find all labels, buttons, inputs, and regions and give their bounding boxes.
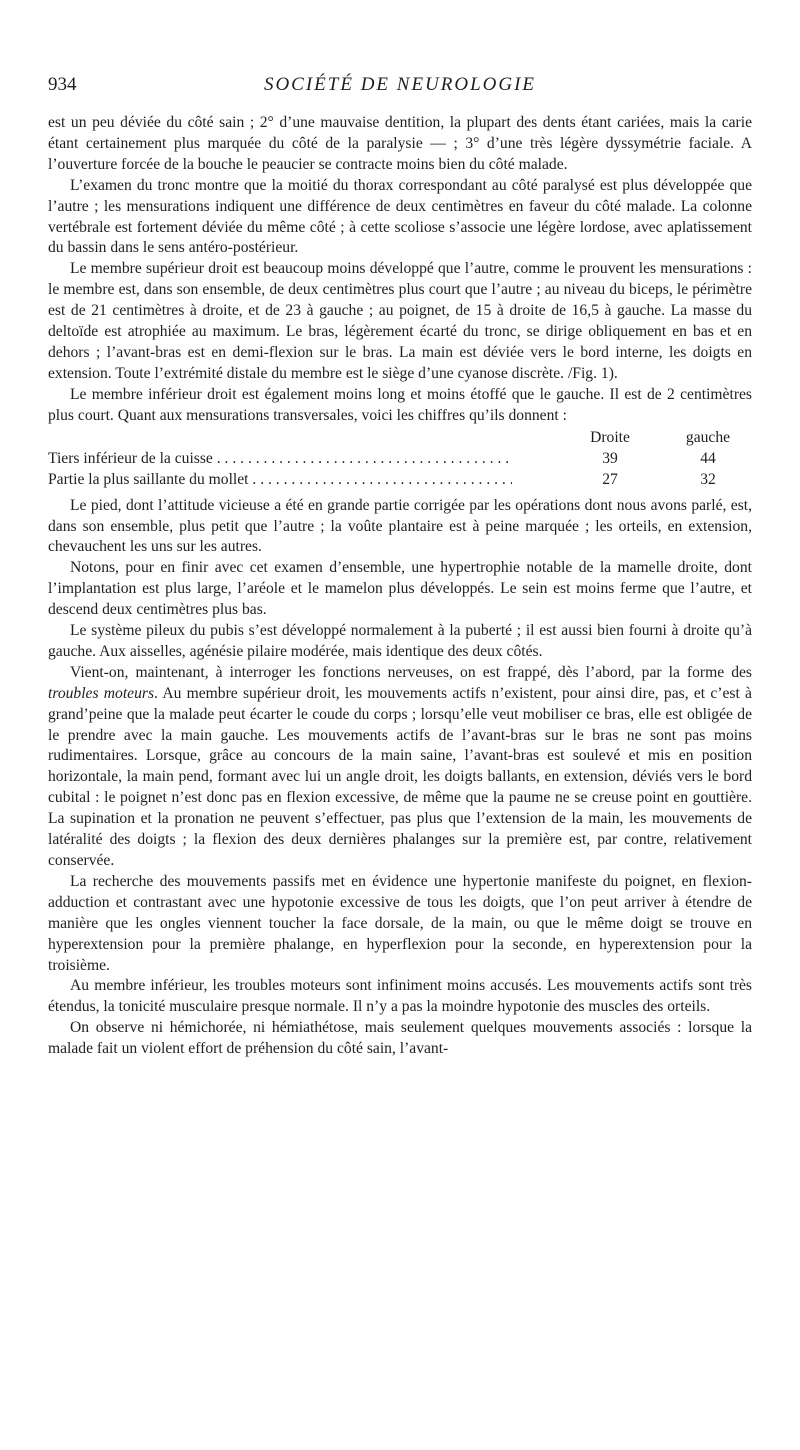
table-header-row [48,427,752,448]
paragraph: Le membre supérieur droit est beaucoup moins développé que l’autre, comme le prouvent les mensurations : le membre est, dans son ensemble, de deux centimètres plus court que l’autre ; au niveau du biceps, le périmètre est de 21 centimètres à droite, et de 23 à gauche ; au poignet, de 15 à droite de 16,5 à gauche. La masse du deltoïde est atrophiée au maximum. Le bras, légèrement écarté du tronc, se dirige obliquement en bas et en dehors ; l’avant-bras est en demi-flexion sur le bras. La main est déviée vers le bord interne, les doigts en extension. Toute l’extrémité distale du membre est le siège d’une cyanose discrète. /Fig. 1). [48,260,752,382]
paragraph: est un peu déviée du côté sain ; 2° d’une mauvaise dentition, la plupart des dents étant cariées, mais la carie étant certainement plus marquée du côté de la paralysie — ; 3° d’une très légère dyssymétrie faciale. A l’ouverture forcée de la bouche le peaucier se contracte moins bien du côté malade. [48,114,752,173]
column-header-droite: Droite [580,427,640,448]
running-title: SOCIÉTÉ DE NEUROLOGIE [263,74,537,95]
cell-gauche: 32 [700,470,716,488]
table-row [48,469,752,490]
cell-droite: 27 [602,470,618,488]
paragraph-text: Vient-on, maintenant, à interroger les fonctions nerveuses, on est frappé, dès l’abord, par la forme des [70,663,752,681]
paragraph: Au membre inférieur, les troubles moteurs sont infiniment moins accusés. Les mouvements actifs sont très étendus, la tonicité musculaire presque normale. Il n’y a pas la moindre hypotonie des muscles des orteils. [48,977,752,1016]
column-header-gauche: gauche [678,427,738,448]
row-label: Tiers inférieur de la cuisse . . . [48,448,512,469]
paragraph-text: . Au membre supérieur droit, les mouvements actifs n’existent, pour ainsi dire, pas, et c’est à grand’peine que la malade peut écarter le coude du corps ; lorsqu’elle veut mobiliser ce bras, elle est obligée de le prendre avec la main gauche. Les mouvements actifs de l’avant-bras sur le bras ne sont pas moins rudimentaires. Lorsque, grâce au concours de la main saine, l’avant-bras est soulevé et mis en position horizontale, la main pend, formant avec lui un angle droit, les doigts ballants, en extension, déviés vers le bord cubital : le poignet n’est donc pas en flexion excessive, de même que la paume ne se creuse point en gouttière. La supination et la pronation ne peuvent s’effectuer, pas plus que l’extension de la main, les mouvements de latéralité des doigts ; la flexion des deux dernières phalanges sur la première est, par contre, relativement conservée. [48,684,752,869]
emphasis-text: troubles moteurs [48,684,155,702]
paragraph: Le pied, dont l’attitude vicieuse a été en grande partie corrigée par les opérations dont nous avons parlé, est, dans son ensemble, plus petit que l’autre ; la voûte plantaire est à peine marquée ; les orteils, en extension, chevauchent les uns sur les autres. [48,496,752,556]
body-text [48,113,752,1060]
paragraph: Le membre inférieur droit est également moins long et moins étoffé que le gauche. Il est de 2 centimètres plus court. Quant aux mensurations transversales, voici les chiffres qu’ils donnent : [48,385,752,424]
paragraph: La recherche des mouvements passifs met en évidence une hypertonie manifeste du poignet, en flexion-adduction et contrastant avec une hypotonie excessive de tous les doigts, que l’on peut arriver à étendre de manière que les ongles viennent toucher la face dorsale, de la main, ou que le même doigt se trouve en hyperextension pour la première phalange, en hyperflexion pour la seconde, en hyperextension pour la troisième. [48,872,752,974]
paragraph [48,663,752,872]
paragraph: L’examen du tronc montre que la moitié du thorax correspondant au côté paralysé est plus développée que l’autre ; les mensurations indiquent une différence de deux centimètres en faveur du côté malade. La colonne vertébrale est fortement déviée du même côté ; à cette scoliose s’associe une légère lordose, avec aplatissement du bassin dans le sens antéro-postérieur. [48,176,752,257]
table-row [48,448,752,469]
measurements-table [48,427,752,496]
page-number: 934 [48,74,77,95]
page-header [48,74,752,102]
paragraph: On observe ni hémichorée, ni hémiathétose, mais seulement quelques mouvements associés : lorsque la malade fait un violent effort de préhension du côté sain, l’avant- [48,1019,752,1058]
cell-gauche: 44 [700,449,716,467]
row-label: Partie la plus saillante du mollet . . . [48,469,512,490]
paragraph: Notons, pour en finir avec cet examen d’ensemble, une hypertrophie notable de la mamelle droite, dont l’implantation est plus large, l’aréole et le mamelon plus développés. Le sein est moins ferme que l’autre, et descend deux centimètres plus bas. [48,559,752,619]
paragraph: Le système pileux du pubis s’est développé normalement à la puberté ; il est aussi bien fourni à droite qu’à gauche. Aux aisselles, agénésie pilaire modérée, mais identique des deux côtés. [48,622,752,660]
cell-droite: 39 [602,449,618,467]
